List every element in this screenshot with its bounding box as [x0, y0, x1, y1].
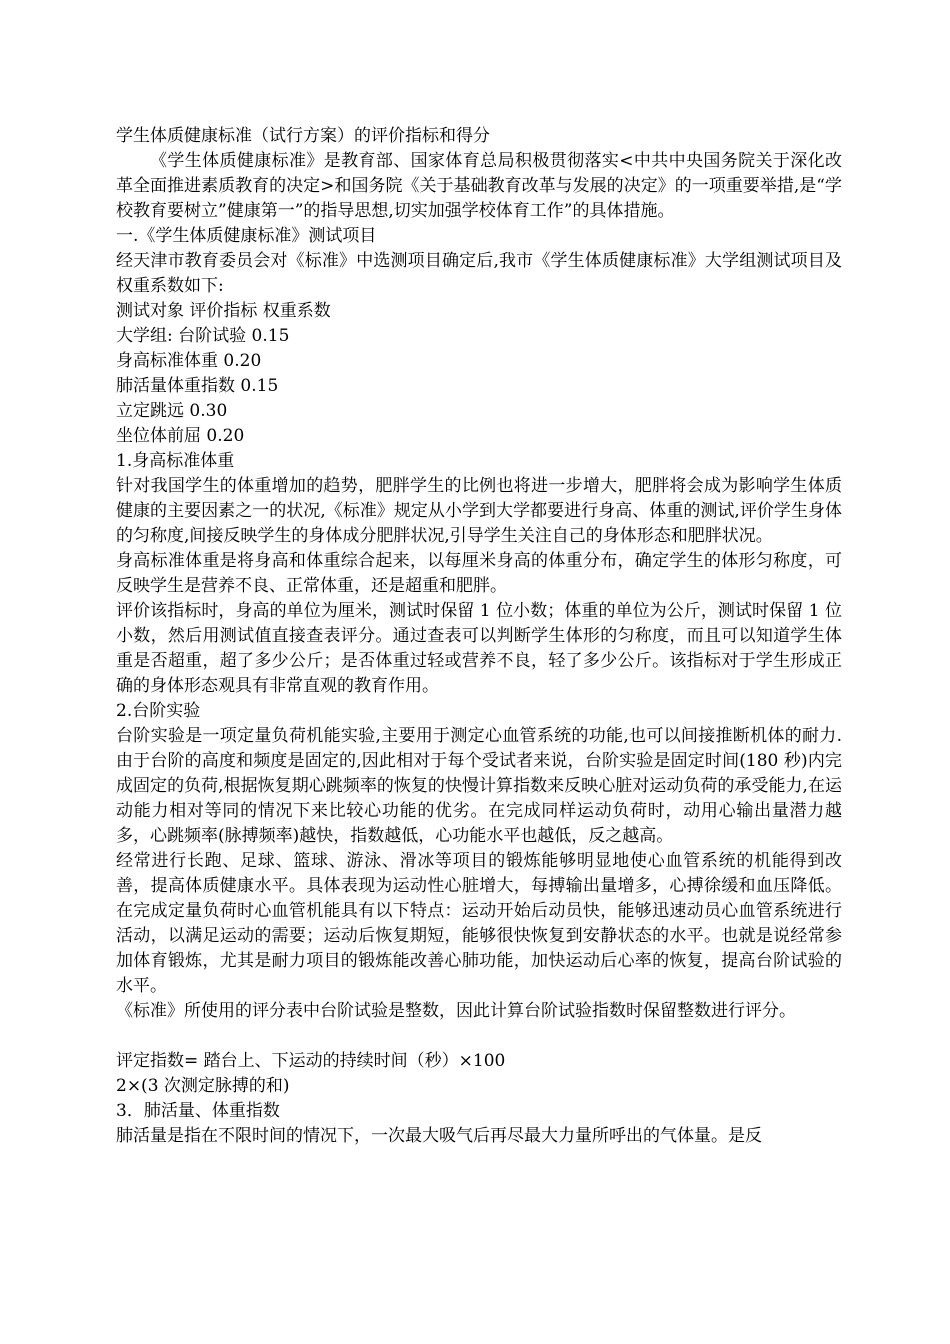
item-3-heading: 3．肺活量、体重指数	[116, 1101, 280, 1121]
table-row: 肺活量体重指数 0.15	[116, 376, 279, 396]
item-2-paragraph: 经常进行长跑、足球、篮球、游泳、滑冰等项目的锻炼能够明显地使心血管系统的机能得到改善，提高体质健康水平。具体表现为运动性心脏增大，每搏输出量增多，心搏徐缓和血压降低。在完成定量负荷时心血管机能具有以下特点：运动开始后动员快，能够迅速动员心血管系统进行活动，以满足运动的需要；运动后恢复期短，能够很快恢复到安静状态的水平。也就是说经常参加体育锻炼，尤其是耐力项目的锻炼能改善心肺功能，加快运动后心率的恢复，提高台阶试验的水平。	[116, 851, 842, 996]
blank-line	[116, 1024, 842, 1049]
item-1-heading: 1.身高标准体重	[116, 451, 235, 471]
item-3-paragraph: 肺活量是指在不限时间的情况下，一次最大吸气后再尽最大力量所呼出的气体量。是反	[116, 1126, 762, 1146]
intro-paragraph: 《学生体质健康标准》是教育部、国家体育总局积极贯彻落实<中共中央国务院关于深化改革全面推进素质教育的决定>和国务院《关于基础教育改革与发展的决定》的一项重要举措,是“学校教育要树立”健康第一”的指导思想,切实加强学校体育工作”的具体措施。	[116, 151, 842, 221]
item-2-heading: 2.台阶实验	[116, 701, 201, 721]
table-header: 测试对象 评价指标 权重系数	[116, 301, 331, 321]
item-2-paragraph: 台阶实验是一项定量负荷机能实验,主要用于测定心血管系统的功能,也可以间接推断机体的耐力.由于台阶的高度和频度是固定的,因此相对于每个受试者来说，台阶实验是固定时间(180 秒)内完成固定的负荷,根据恢复期心跳频率的恢复的快慢计算指数来反映心脏对运动负荷的承受能力,在运动能力相对等同的情况下来比较心功能的优劣。在完成同样运动负荷时，动用心输出量潜力越多，心跳频率(脉搏频率)越快，指数越低，心功能水平也越低，反之越高。	[116, 726, 842, 846]
item-1-paragraph: 身高标准体重是将身高和体重综合起来，以每厘米身高的体重分布，确定学生的体形匀称度，可反映学生是营养不良、正常体重，还是超重和肥胖。	[116, 551, 842, 596]
formula-numerator: 评定指数= 踏台上、下运动的持续时间（秒）×100	[116, 1051, 506, 1071]
item-2-paragraph: 《标准》所使用的评分表中台阶试验是整数，因此计算台阶试验指数时保留整数进行评分。	[116, 1001, 796, 1021]
table-row: 身高标准体重 0.20	[116, 351, 262, 371]
document-page	[116, 124, 842, 1149]
section-1-heading: 一.《学生体质健康标准》测试项目	[116, 226, 377, 246]
item-1-paragraph: 针对我国学生的体重增加的趋势，肥胖学生的比例也将进一步增大，肥胖将会成为影响学生体质健康的主要因素之一的状况,《标准》规定从小学到大学都要进行身高、体重的测试,评价学生身体的匀称度,间接反映学生的身体成分肥胖状况,引导学生关注自己的身体形态和肥胖状况。	[116, 476, 842, 546]
table-row: 立定跳远 0.30	[116, 401, 228, 421]
table-row: 坐位体前屈 0.20	[116, 426, 245, 446]
document-title: 学生体质健康标准（试行方案）的评价指标和得分	[116, 126, 490, 146]
formula-denominator: 2×(3 次测定脉搏的和)	[116, 1076, 290, 1096]
item-1-paragraph: 评价该指标时，身高的单位为厘米，测试时保留 1 位小数；体重的单位为公斤，测试时保留 1 位小数，然后用测试值直接查表评分。通过查表可以判断学生体形的匀称度，而且可以知道学生体重是否超重，超了多少公斤；是否体重过轻或营养不良，轻了多少公斤。该指标对于学生形成正确的身体形态观具有非常直观的教育作用。	[116, 601, 842, 696]
section-1-paragraph: 经天津市教育委员会对《标准》中选测项目确定后,我市《学生体质健康标准》大学组测试项目及权重系数如下:	[116, 251, 842, 296]
table-row: 大学组: 台阶试验 0.15	[116, 326, 290, 346]
